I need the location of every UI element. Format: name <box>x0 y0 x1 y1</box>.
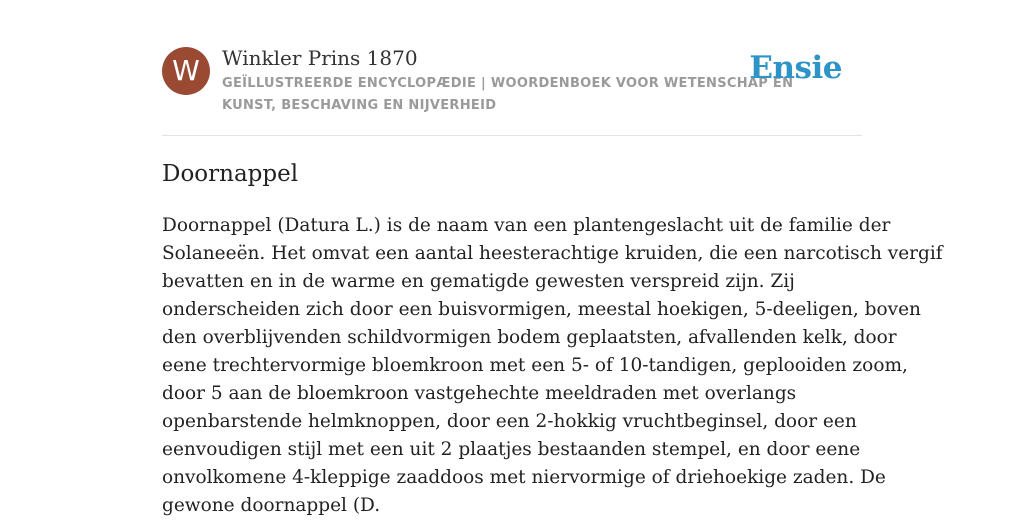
brand-logo[interactable]: Ensie <box>749 50 842 86</box>
page <box>162 0 943 516</box>
header <box>162 45 862 135</box>
source-info <box>222 45 794 117</box>
header-divider <box>162 135 862 136</box>
entry-line: Doornappel (Datura L.) is de naam van een plantengeslacht uit de familie der <box>162 215 891 236</box>
entry-title: Doornappel <box>162 161 299 187</box>
source-title[interactable]: Winkler Prins 1870 <box>222 46 418 70</box>
entry-line: Solaneeën. Het omvat een aantal heesterachtige kruiden, die een narcotisch vergif <box>162 243 943 264</box>
source-subtitle-line-1: GEÏLLUSTREERDE ENCYCLOPÆDIE | WOORDENBOEK VOOR WETENSCHAP EN <box>222 76 794 91</box>
source-subtitle <box>222 73 794 117</box>
entry-line: openbarstende helmknoppen, door een 2-hokkig vruchtbeginsel, door een <box>162 411 857 432</box>
entry-line: onvolkomene 4-kleppige zaaddoos met niervormige of driehoekige zaden. De <box>162 467 886 488</box>
entry-line: onderscheiden zich door een buisvormigen, meestal hoekigen, 5-deeligen, boven <box>162 299 921 320</box>
entry-body <box>162 212 943 520</box>
entry-line: door 5 aan de bloemkroon vastgehechte meeldraden met overlangs <box>162 383 797 404</box>
entry-line: gewone doornappel (D. <box>162 495 381 516</box>
entry-line: eenvoudigen stijl met een uit 2 plaatjes bestaanden stempel, en door eene <box>162 439 861 460</box>
entry-line: eene trechtervormige bloemkroon met een 5- of 10-tandigen, geplooiden zoom, <box>162 355 908 376</box>
avatar[interactable]: W <box>162 47 210 95</box>
entry-line: den overblijvenden schildvormigen bodem geplaatsten, afvallenden kelk, door <box>162 327 897 348</box>
entry-line: bevatten en in de warme en gematigde gewesten verspreid zijn. Zij <box>162 271 795 292</box>
source-subtitle-line-2: KUNST, BESCHAVING EN NIJVERHEID <box>222 98 497 113</box>
